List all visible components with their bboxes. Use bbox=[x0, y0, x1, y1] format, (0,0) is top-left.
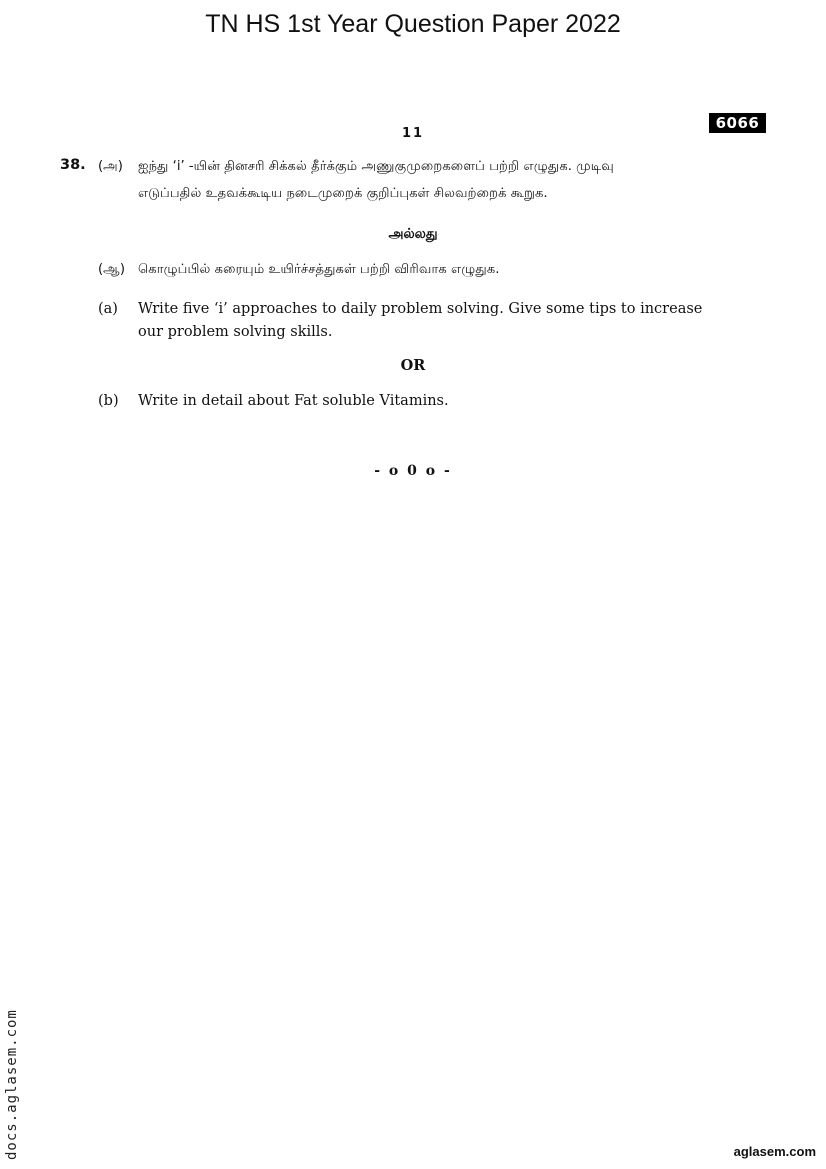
tamil-option-b-line1: கொழுப்பில் கரையும் உயிர்ச்சத்துகள் பற்றி விரிவாக எழுதுக. bbox=[138, 262, 500, 277]
english-option-a-line1: Write five ‘i’ approaches to daily problem solving. Give some tips to increase bbox=[138, 301, 703, 317]
english-option-b-line1: Write in detail about Fat soluble Vitamins. bbox=[138, 393, 449, 409]
tamil-or-separator: அல்லது bbox=[388, 226, 438, 242]
footer-watermark: aglasem.com bbox=[733, 1144, 816, 1159]
tamil-option-b-marker: (ஆ) bbox=[98, 262, 125, 277]
english-option-a-marker: (a) bbox=[98, 301, 118, 317]
tamil-option-a-line1: ஐந்து ‘i’ -யின் தினசரி சிக்கல் தீர்க்கும் அணுகுமுறைகளைப் பற்றி எழுதுக. முடிவு bbox=[138, 159, 614, 174]
page-number: 11 bbox=[401, 126, 425, 141]
tamil-option-a-marker: (அ) bbox=[98, 159, 123, 174]
header-title: TN HS 1st Year Question Paper 2022 bbox=[205, 10, 621, 38]
end-of-paper-mark: - o 0 o - bbox=[374, 463, 452, 479]
english-option-b-marker: (b) bbox=[98, 393, 119, 409]
english-or-separator: OR bbox=[400, 357, 426, 374]
side-watermark: docs.aglasem.com bbox=[4, 1009, 20, 1160]
tamil-option-a-line2: எடுப்பதில் உதவக்கூடிய நடைமுறைக் குறிப்புகள் சிலவற்றைக் கூறுக. bbox=[138, 186, 548, 201]
english-option-a-line2: our problem solving skills. bbox=[138, 324, 333, 340]
paper-code-badge: 6066 bbox=[709, 113, 766, 133]
question-number: 38. bbox=[60, 157, 86, 173]
